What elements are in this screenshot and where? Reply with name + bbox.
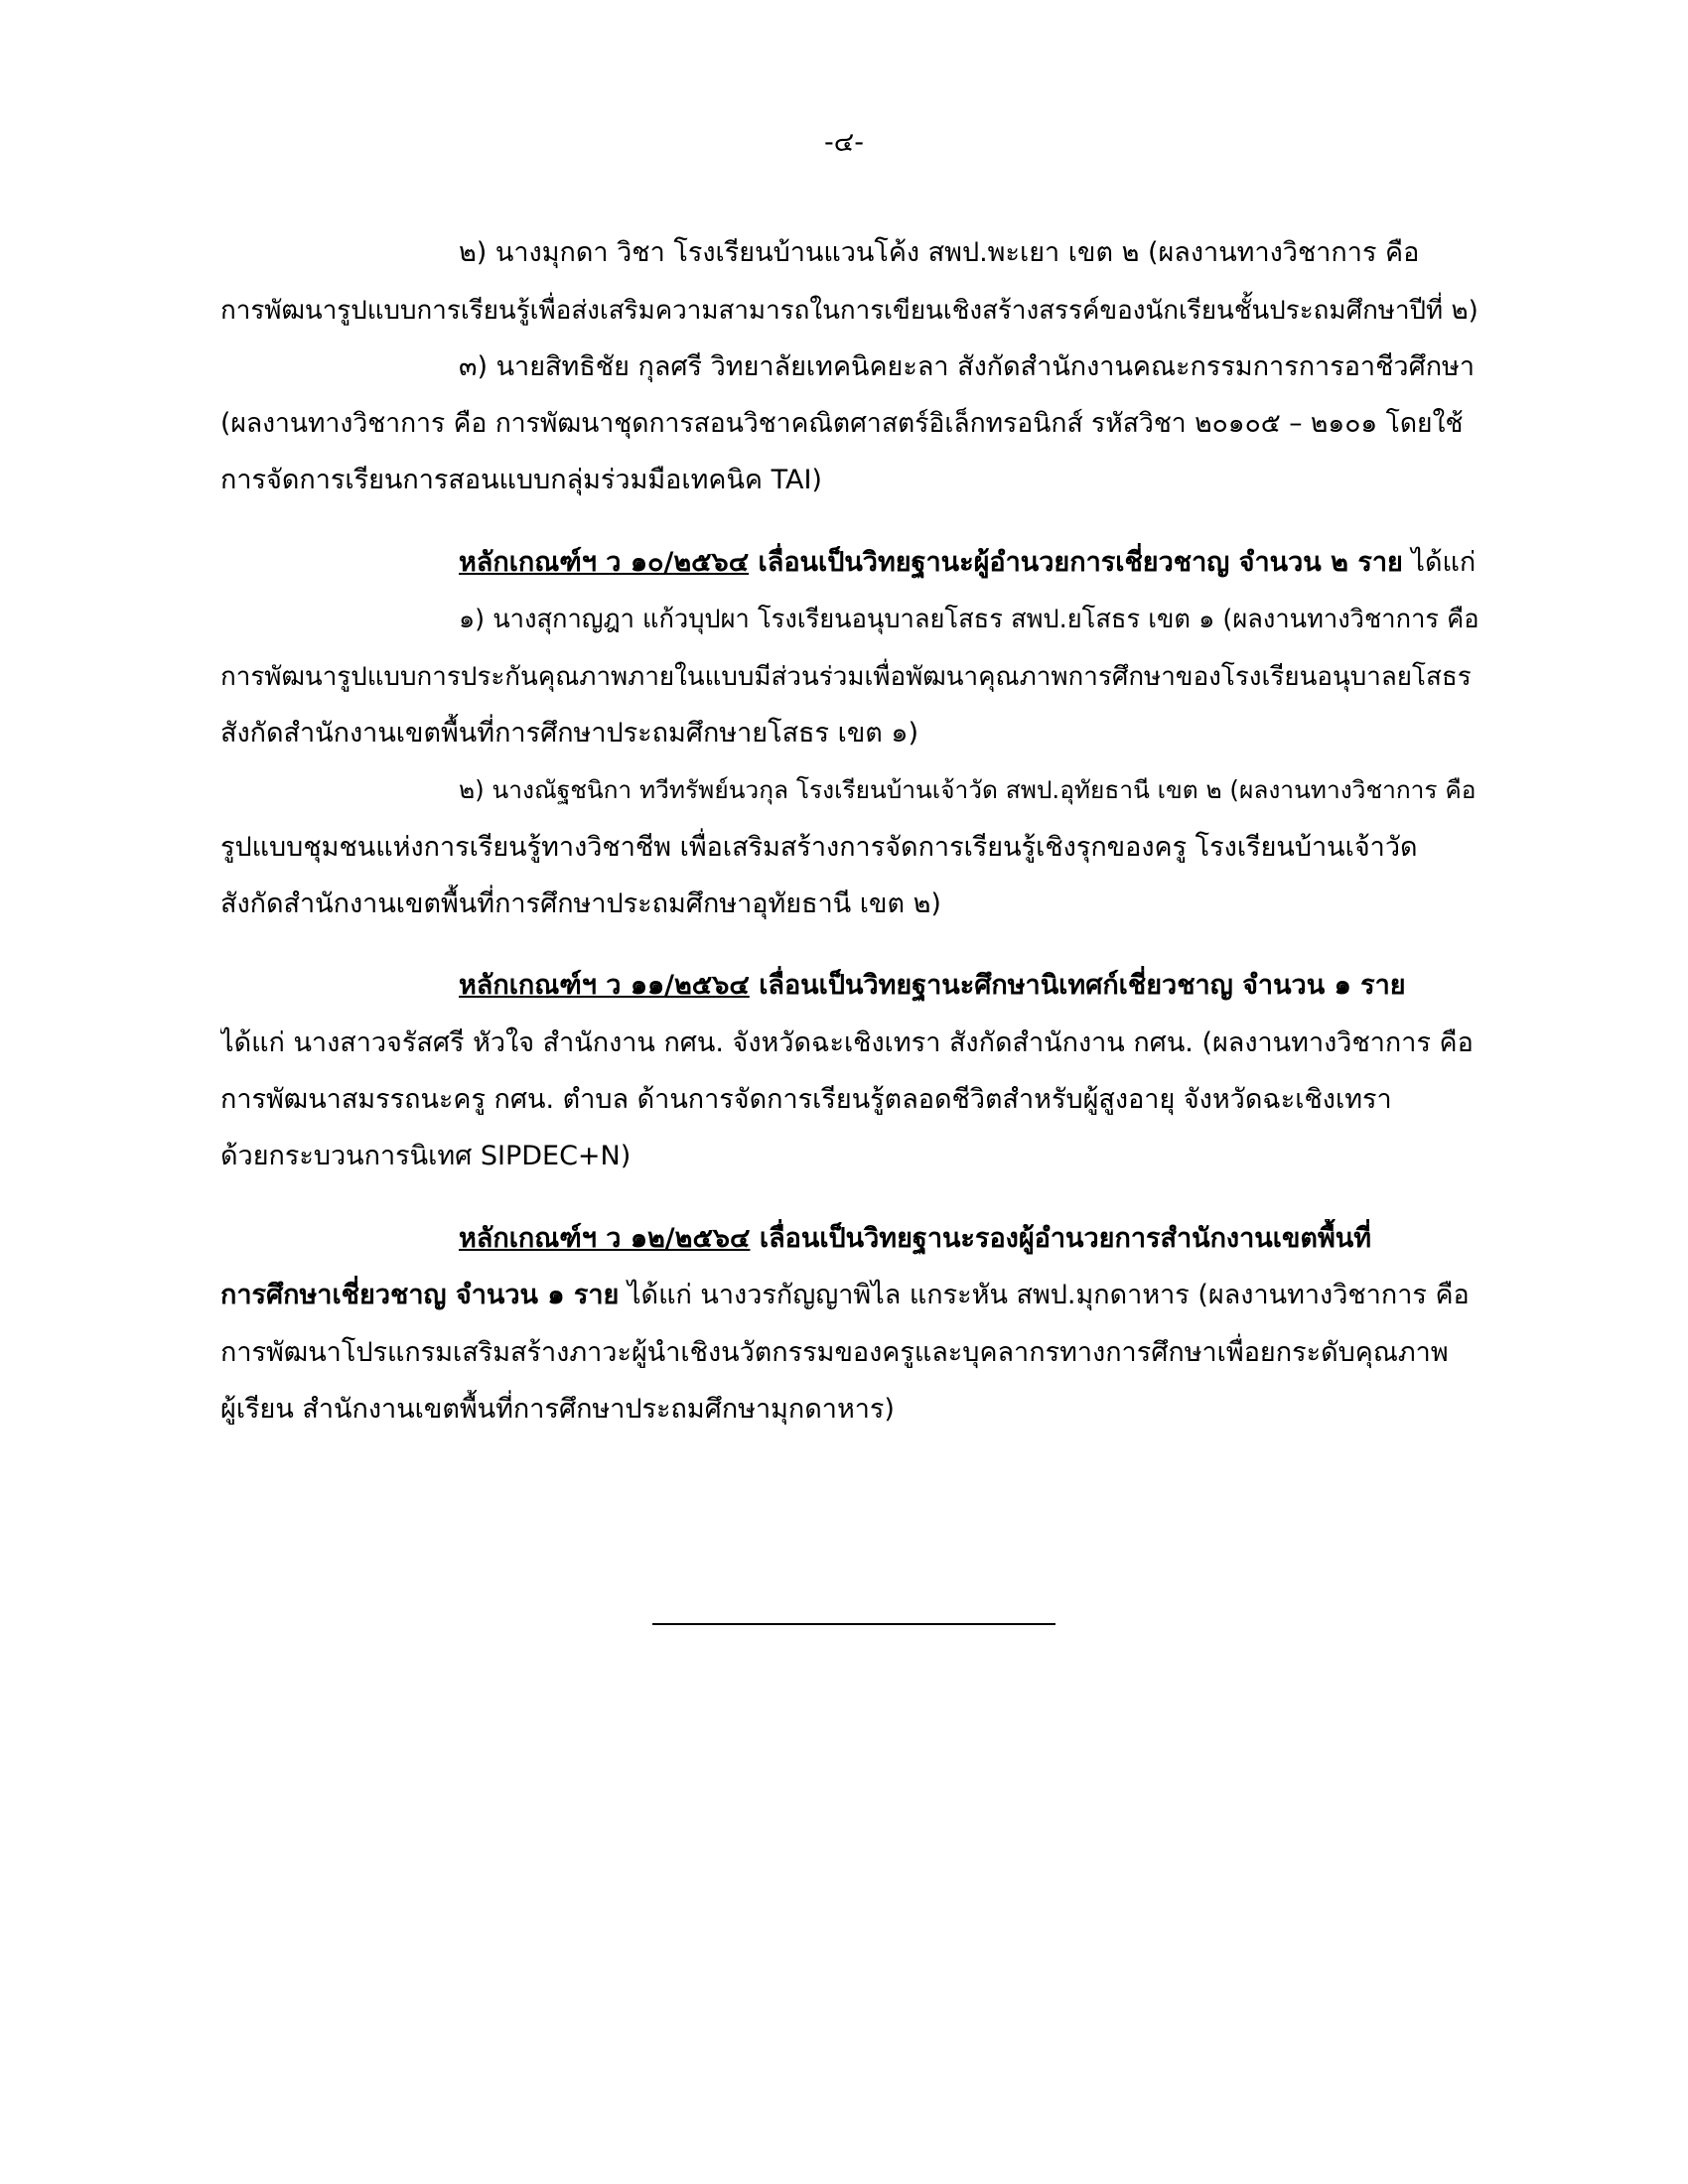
section-11-line-3: ด้วยกระบวนการนิเทศ SIPDEC+N) bbox=[220, 1141, 632, 1171]
section-11-heading-text: เลื่อนเป็นวิทยฐานะศึกษานิเทศก์เชี่ยวชาญ จำนวน ๑ ราย bbox=[749, 970, 1406, 1001]
section-10-item-2-line-2: รูปแบบชุมชนแห่งการเรียนรู้ทางวิชาชีพ เพื่อเสริมสร้างการจัดการเรียนรู้เชิงรุกของครู โรงเรียนบ้านเจ้าวัด bbox=[220, 832, 1418, 863]
section-11-line-2: การพัฒนาสมรรถนะครู กศน. ตำบล ด้านการจัดการเรียนรู้ตลอดชีวิตสำหรับผู้สูงอายุ จังหวัดฉะเชิงเทรา bbox=[220, 1084, 1392, 1115]
list-item-2-line-1: ๒) นางมุกดา วิชา โรงเรียนบ้านแวนโค้ง สพป.พะเยา เขต ๒ (ผลงานทางวิชาการ คือ bbox=[459, 237, 1420, 268]
section-12-line-2: การพัฒนาโปรแกรมเสริมสร้างภาวะผู้นำเชิงนวัตกรรมของครูและบุคลากรทางการศึกษาเพื่อยกระดับคุณภาพ bbox=[220, 1337, 1449, 1368]
section-12-heading-cont: การศึกษาเชี่ยวชาญ จำนวน ๑ ราย bbox=[220, 1280, 620, 1310]
section-10-item-1-line-3: สังกัดสำนักงานเขตพื้นที่การศึกษาประถมศึกษายโสธร เขต ๑) bbox=[220, 718, 919, 749]
page-number: -๔- bbox=[824, 127, 864, 158]
section-10-item-1-line-2: การพัฒนารูปแบบการประกันคุณภาพภายในแบบมีส่วนร่วมเพื่อพัฒนาคุณภาพการศึกษาของโรงเรียนอนุบาลยโสธร bbox=[220, 662, 1472, 692]
section-10-heading bbox=[459, 543, 1479, 583]
section-11-criterion: หลักเกณฑ์ฯ ว ๑๑/๒๕๖๔ bbox=[459, 970, 750, 1001]
list-item-2-line-2: การพัฒนารูปแบบการเรียนรู้เพื่อส่งเสริมความสามารถในการเขียนเชิงสร้างสรรค์ของนักเรียนชั้นประถมศึกษาปีที่ ๒) bbox=[220, 296, 1478, 326]
section-10-item-1-line-1: ๑) นางสุกาญฎา แก้วบุปผา โรงเรียนอนุบาลยโสธร สพป.ยโสธร เขต ๑ (ผลงานทางวิชาการ คือ bbox=[459, 605, 1479, 634]
section-12-line-3: ผู้เรียน สำนักงานเขตพื้นที่การศึกษาประถมศึกษามุกดาหาร) bbox=[220, 1394, 895, 1425]
end-divider bbox=[652, 1623, 1055, 1625]
section-12-line-1-rest: ได้แก่ นางวรกัญญาพิไล แกระหัน สพป.มุกดาหาร (ผลงานทางวิชาการ คือ bbox=[619, 1280, 1470, 1310]
section-12-line-1 bbox=[220, 1276, 1479, 1315]
list-item-3-line-2: (ผลงานทางวิชาการ คือ การพัฒนาชุดการสอนวิชาคณิตศาสตร์อิเล็กทรอนิกส์ รหัสวิชา ๒๐๑๐๕ – ๒๑๐๑ โดยใช้ bbox=[220, 408, 1464, 439]
list-item-3-line-3: การจัดการเรียนการสอนแบบกลุ่มร่วมมือเทคนิค TAI) bbox=[220, 465, 822, 495]
section-10-item-2-line-3: สังกัดสำนักงานเขตพื้นที่การศึกษาประถมศึกษาอุทัยธานี เขต ๒) bbox=[220, 888, 941, 919]
section-12-heading-text: เลื่อนเป็นวิทยฐานะรองผู้อำนวยการสำนักงานเขตพื้นที่ bbox=[750, 1223, 1372, 1254]
section-10-criterion: หลักเกณฑ์ฯ ว ๑๐/๒๕๖๔ bbox=[459, 547, 750, 578]
section-11-heading bbox=[459, 966, 1479, 1006]
section-12-criterion: หลักเกณฑ์ฯ ว ๑๒/๒๕๖๔ bbox=[459, 1223, 751, 1254]
section-10-heading-suffix: ได้แก่ bbox=[1402, 547, 1477, 578]
list-item-3-line-1: ๓) นายสิทธิชัย กุลศรี วิทยาลัยเทคนิคยะลา สังกัดสำนักงานคณะกรรมการการอาชีวศึกษา bbox=[459, 351, 1476, 382]
section-10-item-2-line-1: ๒) นางณัฐชนิกา ทวีทรัพย์นวกุล โรงเรียนบ้านเจ้าวัด สพป.อุทัยธานี เขต ๒ (ผลงานทางวิชาการ คือ bbox=[459, 775, 1477, 804]
section-12-heading bbox=[459, 1219, 1479, 1259]
section-11-line-1: ได้แก่ นางสาวจรัสศรี หัวใจ สำนักงาน กศน. จังหวัดฉะเชิงเทรา สังกัดสำนักงาน กศน. (ผลงานทางวิชาการ คือ bbox=[220, 1027, 1474, 1058]
section-10-heading-text: เลื่อนเป็นวิทยฐานะผู้อำนวยการเชี่ยวชาญ จำนวน ๒ ราย bbox=[749, 547, 1403, 578]
